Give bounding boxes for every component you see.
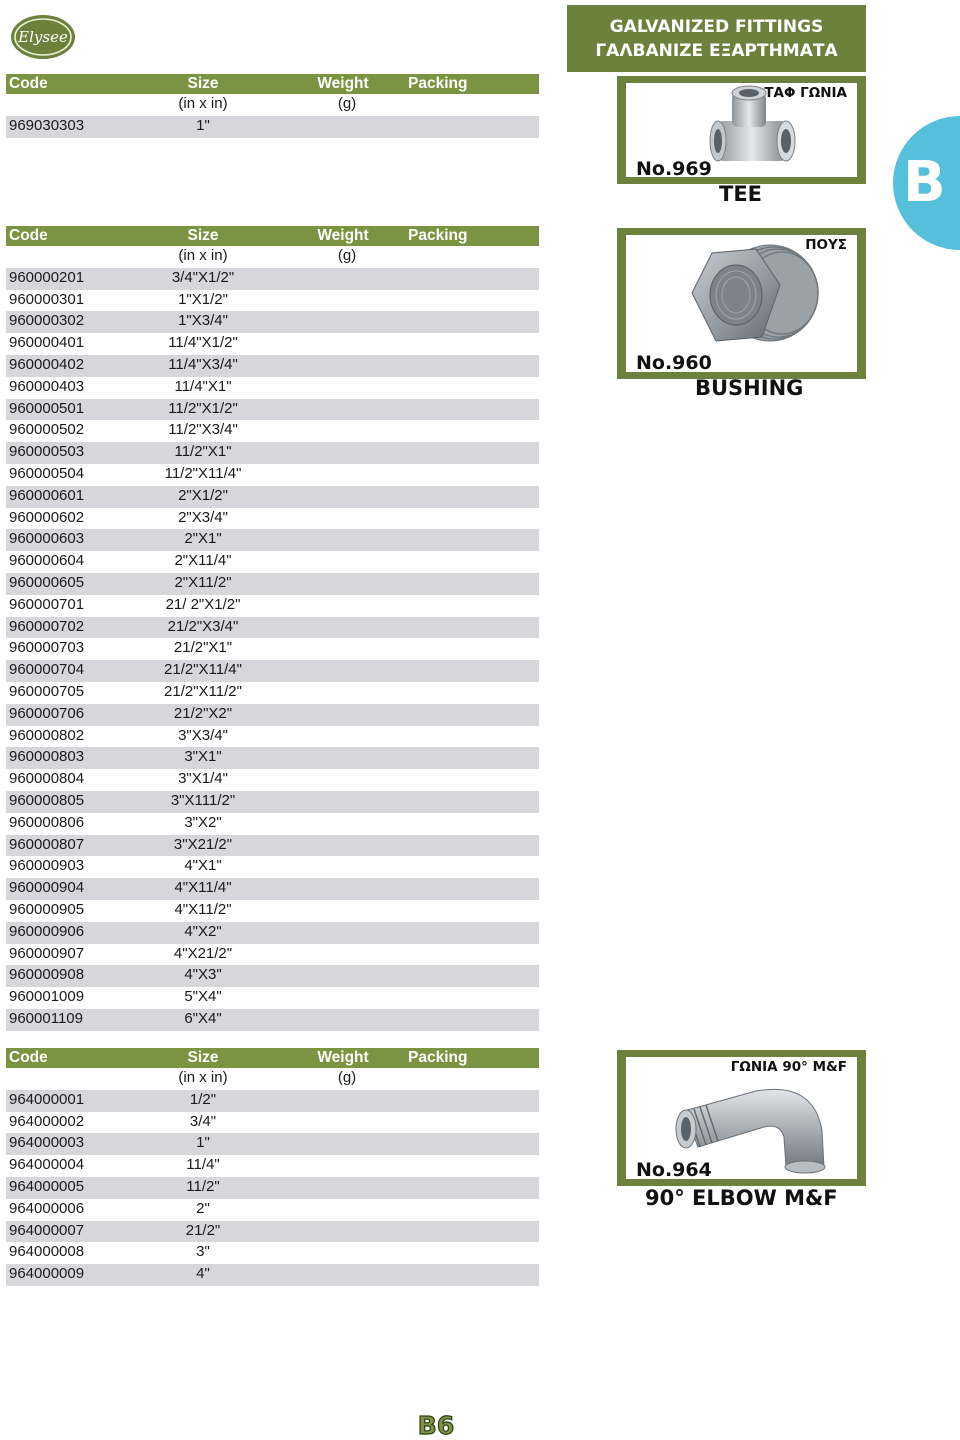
table-row bbox=[6, 1133, 539, 1155]
product-size-cell: 2"X11/2" bbox=[174, 573, 232, 591]
product-size-cell: 4"X3" bbox=[184, 966, 222, 984]
column-header-packing: Packing bbox=[408, 1049, 468, 1066]
table-row bbox=[6, 856, 539, 878]
product-size-cell: 21/2"X11/2" bbox=[164, 682, 242, 700]
product-table-tee bbox=[6, 74, 539, 138]
product-code-cell: 964000004 bbox=[9, 1156, 85, 1174]
product-code-cell: 960000907 bbox=[9, 944, 85, 962]
product-table-bushing bbox=[6, 226, 539, 1031]
table-units-row bbox=[6, 246, 539, 268]
table-row bbox=[6, 704, 539, 726]
table-row bbox=[6, 747, 539, 769]
column-header-packing: Packing bbox=[408, 227, 468, 244]
product-table-elbow bbox=[6, 1048, 539, 1286]
product-code-cell: 960000402 bbox=[9, 355, 85, 373]
product-size-cell: 2"X11/4" bbox=[174, 552, 232, 570]
table-row bbox=[6, 660, 539, 682]
product-size-cell: 2"X1/2" bbox=[178, 486, 228, 504]
product-code-cell: 960000804 bbox=[9, 770, 85, 788]
table-row bbox=[6, 595, 539, 617]
product-size-cell: 11/4"X1/2" bbox=[168, 334, 238, 352]
product-code-cell: 960000604 bbox=[9, 552, 85, 570]
product-size-cell: 11/2" bbox=[186, 1177, 220, 1195]
table-row bbox=[6, 769, 539, 791]
product-card-elbow bbox=[617, 1050, 866, 1186]
product-size-cell: 1/2" bbox=[189, 1090, 217, 1108]
table-row bbox=[6, 878, 539, 900]
weight-unit-label: (g) bbox=[337, 247, 357, 264]
table-row bbox=[6, 1090, 539, 1112]
tee-caption: TEE bbox=[719, 182, 763, 206]
table-row bbox=[6, 813, 539, 835]
product-size-cell: 3" bbox=[196, 1243, 210, 1261]
table-row bbox=[6, 529, 539, 551]
table-row bbox=[6, 617, 539, 639]
table-row bbox=[6, 1177, 539, 1199]
product-code-cell: 964000002 bbox=[9, 1112, 85, 1130]
table-row bbox=[6, 944, 539, 966]
product-size-cell: 2" bbox=[196, 1199, 210, 1217]
product-card-tee bbox=[617, 76, 866, 184]
table-units-row bbox=[6, 94, 539, 116]
product-code-cell: 960000903 bbox=[9, 857, 85, 875]
table-row bbox=[6, 835, 539, 857]
product-size-cell: 11/2"X1/2" bbox=[168, 399, 238, 417]
table-row bbox=[6, 791, 539, 813]
product-code-cell: 960000502 bbox=[9, 421, 85, 439]
product-size-cell: 11/4"X1" bbox=[174, 377, 232, 395]
product-code-cell: 964000005 bbox=[9, 1177, 85, 1195]
product-code-cell: 960000602 bbox=[9, 508, 85, 526]
product-size-cell: 11/2"X11/4" bbox=[164, 464, 242, 482]
column-header-code: Code bbox=[9, 75, 48, 92]
product-size-cell: 3"X2" bbox=[184, 813, 222, 831]
column-header-code: Code bbox=[9, 1049, 48, 1066]
product-size-cell: 21/2"X11/4" bbox=[164, 661, 242, 679]
product-code-cell: 969030303 bbox=[9, 116, 85, 134]
product-card-bushing bbox=[617, 228, 866, 379]
tee-product-number: No.969 bbox=[636, 158, 712, 180]
bushing-product-number: No.960 bbox=[636, 352, 712, 374]
table-row bbox=[6, 922, 539, 944]
product-code-cell: 960000705 bbox=[9, 682, 85, 700]
product-code-cell: 964000003 bbox=[9, 1134, 85, 1152]
category-banner bbox=[567, 5, 866, 72]
product-size-cell: 4"X1" bbox=[184, 857, 222, 875]
product-code-cell: 960000401 bbox=[9, 334, 85, 352]
product-size-cell: 1" bbox=[196, 1134, 210, 1152]
product-code-cell: 960000905 bbox=[9, 900, 85, 918]
weight-unit-label: (g) bbox=[337, 95, 357, 112]
table-row bbox=[6, 1112, 539, 1134]
table-row bbox=[6, 965, 539, 987]
product-code-cell: 960000605 bbox=[9, 573, 85, 591]
product-size-cell: 2"X1" bbox=[184, 530, 222, 548]
product-size-cell: 21/ 2"X1/2" bbox=[165, 595, 241, 613]
table-row bbox=[6, 290, 539, 312]
table-row bbox=[6, 726, 539, 748]
table-row bbox=[6, 900, 539, 922]
product-code-cell: 960000201 bbox=[9, 268, 85, 286]
brand-logo bbox=[9, 12, 77, 62]
bushing-caption: BUSHING bbox=[695, 376, 804, 400]
banner-title: GALVANIZED FITTINGS bbox=[609, 17, 824, 37]
product-size-cell: 4"X2" bbox=[184, 922, 222, 940]
product-code-cell: 960000806 bbox=[9, 813, 85, 831]
product-code-cell: 960000908 bbox=[9, 966, 85, 984]
table-row bbox=[6, 420, 539, 442]
table-row bbox=[6, 1009, 539, 1031]
table-row bbox=[6, 508, 539, 530]
product-size-cell: 21/2"X1" bbox=[173, 639, 233, 657]
product-code-cell: 960000704 bbox=[9, 661, 85, 679]
product-size-cell: 3"X1" bbox=[184, 748, 222, 766]
product-size-cell: 11/2"X3/4" bbox=[168, 421, 238, 439]
column-header-code: Code bbox=[9, 227, 48, 244]
product-code-cell: 960000906 bbox=[9, 922, 85, 940]
product-code-cell: 960000703 bbox=[9, 639, 85, 657]
tee-greek-label: ΤΑΦ ΓΩΝΙΑ bbox=[764, 85, 847, 101]
table-row bbox=[6, 1264, 539, 1286]
table-row bbox=[6, 333, 539, 355]
size-unit-label: (in x in) bbox=[178, 1069, 228, 1086]
table-row bbox=[6, 486, 539, 508]
column-header-weight: Weight bbox=[317, 227, 369, 244]
product-size-cell: 21/2"X2" bbox=[173, 704, 233, 722]
product-size-cell: 3"X3/4" bbox=[178, 726, 228, 744]
table-row bbox=[6, 399, 539, 421]
product-code-cell: 960001009 bbox=[9, 988, 85, 1006]
elbow-greek-label: ΓΩΝΙΑ 90° M&F bbox=[730, 1059, 847, 1075]
table-row bbox=[6, 442, 539, 464]
product-code-cell: 960000501 bbox=[9, 399, 85, 417]
product-code-cell: 960000302 bbox=[9, 312, 85, 330]
product-code-cell: 960000805 bbox=[9, 791, 85, 809]
table-row bbox=[6, 682, 539, 704]
product-size-cell: 21/2" bbox=[185, 1221, 221, 1239]
product-size-cell: 5"X4" bbox=[184, 988, 222, 1006]
table-row bbox=[6, 1199, 539, 1221]
product-code-cell: 964000007 bbox=[9, 1221, 85, 1239]
bushing-fitting-image bbox=[678, 241, 828, 359]
product-size-cell: 3"X111/2" bbox=[170, 791, 236, 809]
product-code-cell: 960000904 bbox=[9, 879, 85, 897]
table-row bbox=[6, 551, 539, 573]
table-header-row bbox=[6, 226, 539, 246]
table-row bbox=[6, 464, 539, 486]
column-header-size: Size bbox=[187, 75, 219, 92]
page-number bbox=[414, 1409, 458, 1439]
product-code-cell: 960000301 bbox=[9, 290, 85, 308]
product-size-cell: 3"X1/4" bbox=[178, 770, 228, 788]
table-row bbox=[6, 1221, 539, 1243]
product-size-cell: 2"X3/4" bbox=[178, 508, 228, 526]
table-row bbox=[6, 1242, 539, 1264]
product-code-cell: 960000803 bbox=[9, 748, 85, 766]
product-code-cell: 960000504 bbox=[9, 464, 85, 482]
table-header-row bbox=[6, 1048, 539, 1068]
column-header-weight: Weight bbox=[317, 1049, 369, 1066]
table-row bbox=[6, 116, 539, 138]
product-code-cell: 960000807 bbox=[9, 835, 85, 853]
product-size-cell: 11/4" bbox=[186, 1156, 220, 1174]
table-row bbox=[6, 1155, 539, 1177]
table-row bbox=[6, 573, 539, 595]
product-size-cell: 1"X3/4" bbox=[178, 312, 228, 330]
product-code-cell: 960000802 bbox=[9, 726, 85, 744]
product-size-cell: 1" bbox=[196, 116, 210, 134]
size-unit-label: (in x in) bbox=[178, 247, 228, 264]
product-size-cell: 11/2"X1" bbox=[174, 443, 232, 461]
size-unit-label: (in x in) bbox=[178, 95, 228, 112]
product-size-cell: 21/2"X3/4" bbox=[167, 617, 239, 635]
product-code-cell: 960000706 bbox=[9, 704, 85, 722]
bushing-greek-label: ΠΟΥΣ bbox=[805, 237, 847, 253]
table-row bbox=[6, 377, 539, 399]
elbow-caption: 90° ELBOW M&F bbox=[645, 1186, 838, 1210]
brand-logo-text: Elysee bbox=[18, 28, 68, 46]
product-size-cell: 4"X11/2" bbox=[174, 900, 232, 918]
table-header-row bbox=[6, 74, 539, 94]
product-code-cell: 960000702 bbox=[9, 617, 85, 635]
column-header-packing: Packing bbox=[408, 75, 468, 92]
product-size-cell: 1"X1/2" bbox=[178, 290, 228, 308]
product-size-cell: 6"X4" bbox=[184, 1009, 222, 1027]
product-size-cell: 11/4"X3/4" bbox=[168, 355, 238, 373]
product-size-cell: 4"X11/4" bbox=[174, 879, 232, 897]
product-code-cell: 960000503 bbox=[9, 443, 85, 461]
product-code-cell: 964000009 bbox=[9, 1265, 85, 1283]
page-number-text: B6 bbox=[417, 1411, 455, 1439]
product-size-cell: 3/4"X1/2" bbox=[171, 268, 235, 286]
product-code-cell: 964000006 bbox=[9, 1199, 85, 1217]
table-row bbox=[6, 268, 539, 290]
product-size-cell: 3/4" bbox=[189, 1112, 217, 1130]
column-header-weight: Weight bbox=[317, 75, 369, 92]
weight-unit-label: (g) bbox=[337, 1069, 357, 1086]
product-code-cell: 960000601 bbox=[9, 486, 85, 504]
product-code-cell: 960001109 bbox=[9, 1009, 83, 1027]
table-row bbox=[6, 987, 539, 1009]
product-code-cell: 960000403 bbox=[9, 377, 85, 395]
section-tab: B bbox=[893, 116, 960, 250]
table-units-row bbox=[6, 1068, 539, 1090]
product-code-cell: 964000001 bbox=[9, 1090, 85, 1108]
table-row bbox=[6, 311, 539, 333]
product-size-cell: 3"X21/2" bbox=[173, 835, 233, 853]
product-code-cell: 960000603 bbox=[9, 530, 85, 548]
column-header-size: Size bbox=[187, 227, 219, 244]
product-code-cell: 960000701 bbox=[9, 595, 85, 613]
table-row bbox=[6, 638, 539, 660]
elbow-product-number: No.964 bbox=[636, 1159, 712, 1181]
banner-title-greek: ΓΑΛΒΑΝΙΖΕ ΕΞΑΡΤΗΜΑΤΑ bbox=[595, 41, 838, 61]
table-row bbox=[6, 355, 539, 377]
product-size-cell: 4"X21/2" bbox=[173, 944, 233, 962]
product-code-cell: 964000008 bbox=[9, 1243, 85, 1261]
product-size-cell: 4" bbox=[196, 1265, 210, 1283]
column-header-size: Size bbox=[187, 1049, 219, 1066]
